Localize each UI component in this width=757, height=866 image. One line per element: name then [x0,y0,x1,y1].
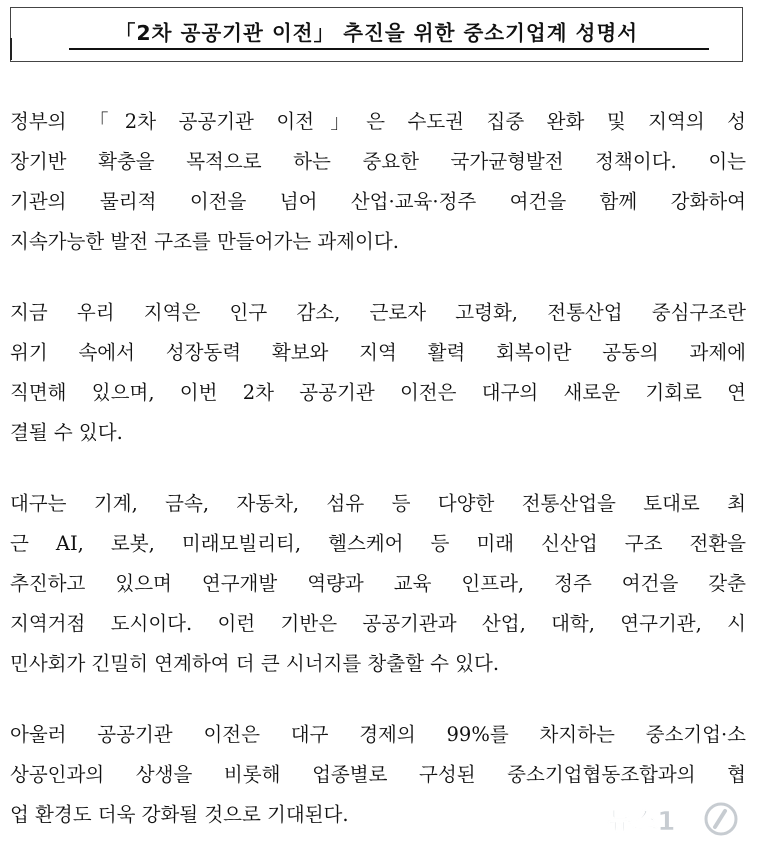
text-line: 업 환경도 더욱 강화될 것으로 기대된다. [10,803,349,826]
text-line: 아울러 공공기관 이전은 대구 경제의 99%를 차지하는 중소기업·소 [10,723,746,746]
text-line: 정부의 「2차 공공기관 이전」은 수도권 집중 완화 및 지역의 성 [10,110,746,133]
text-line: 직면해 있으며, 이번 2차 공공기관 이전은 대구의 새로운 기회로 연 [10,381,746,404]
text-line: 장기반 확충을 목적으로 하는 중요한 국가균형발전 정책이다. 이는 [10,150,746,173]
text-line: 추진하고 있으며 연구개발 역량과 교육 인프라, 정주 여건을 갖춘 [10,572,746,595]
text-line: 지역거점 도시이다. 이런 기반은 공공기관과 산업, 대학, 연구기관, 시 [10,612,746,635]
text-line: 위기 속에서 성장동력 확보와 지역 활력 회복이란 공동의 과제에 [10,341,746,364]
title-underline [69,48,709,50]
text-line: 지속가능한 발전 구조를 만들어가는 과제이다. [10,230,399,253]
text-line: 근 AI, 로봇, 미래모빌리티, 헬스케어 등 미래 신산업 구조 전환을 [10,532,746,555]
watermark-text: 뉴스1 [607,807,676,837]
news1-watermark-logo [603,799,743,839]
text-line: 지금 우리 지역은 인구 감소, 근로자 고령화, 전통산업 중심구조란 [10,301,746,324]
document-body [10,102,746,866]
text-line: 상공인과의 상생을 비롯해 업종별로 구성된 중소기업협동조합과의 협 [10,763,746,786]
text-line: 대구는 기계, 금속, 자동차, 섬유 등 다양한 전통산업을 토대로 최 [10,492,746,515]
paragraph-1 [10,102,746,262]
watermark-slash-icon [715,811,725,827]
text-line: 민사회가 긴밀히 연계하여 더 큰 시너지를 창출할 수 있다. [10,652,500,675]
text-line: 기관의 물리적 이전을 넘어 산업·교육·정주 여건을 함께 강화하여 [10,190,746,213]
title-box [10,7,743,62]
document-title: 「2차 공공기관 이전」 추진을 위한 중소기업계 성명서 [114,21,639,45]
paragraph-2 [10,293,746,453]
text-line: 결될 수 있다. [10,421,123,444]
paragraph-3 [10,484,746,684]
